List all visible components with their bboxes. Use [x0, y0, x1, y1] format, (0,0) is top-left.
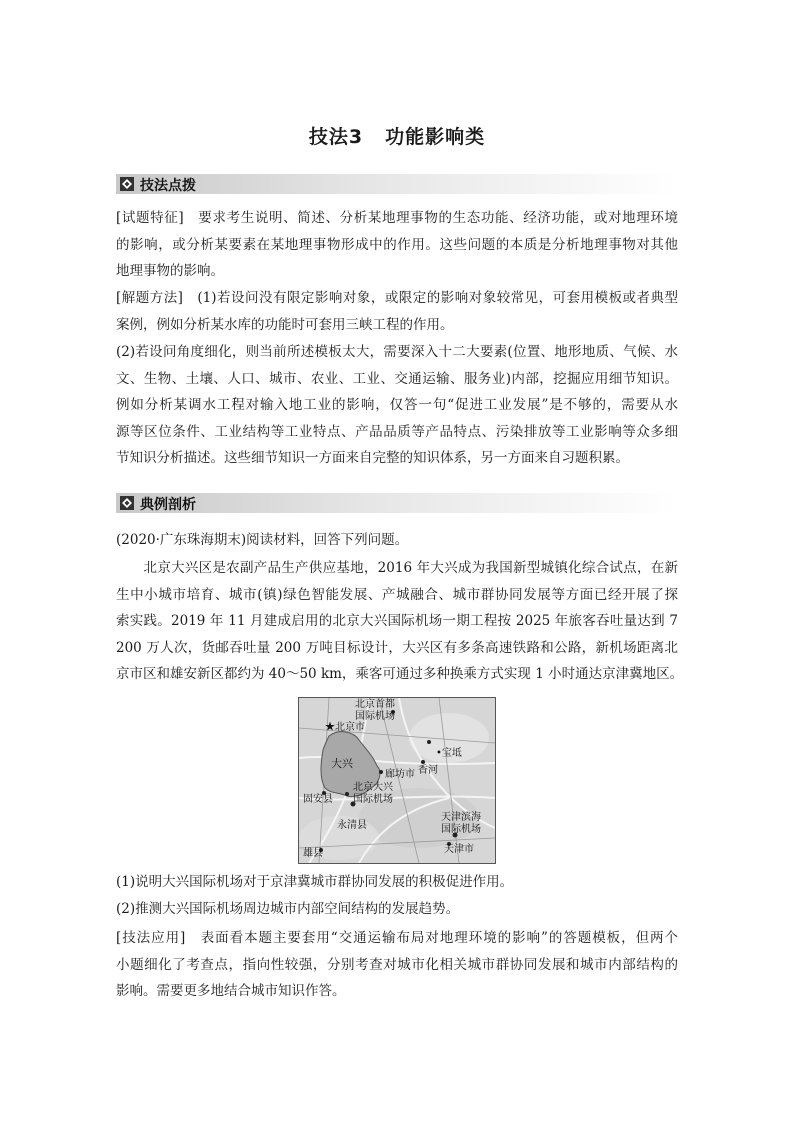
text-line: [解题方法] (1)若设问没有限定影响对象，或限定的影响对象较常见，可套用模板或者典型: [116, 290, 678, 306]
text-line: [技法应用] 表面看本题主要套用“交通运输布局对地理环境的影响”的答题模板，但两个: [116, 930, 678, 946]
example-source: [116, 527, 678, 554]
section-title-example: 典例剖析: [140, 497, 196, 513]
text-line: 节知识分析描述。这些细节知识一方面来自完整的知识体系，另一方面来自习题积累。: [116, 450, 629, 466]
question-item: (2)推测大兴国际机场周边城市内部空间结构的发展趋势。: [116, 900, 460, 917]
map-label-tianjin: 天津市: [444, 844, 474, 855]
map-label-xiongxian: 雄县: [303, 848, 323, 859]
map-label-beijing: ★北京市: [325, 722, 365, 733]
map-label-daxing: 大兴: [331, 757, 353, 770]
text-line: 文、生物、土壤、人口、城市、农业、工业、交通运输、服务业)内部，挖掘应用细节知识。: [116, 370, 678, 387]
text-line: 京市区和雄安新区都约为 40～50 km，乘客可通过多种换乘方式实现 1 小时通达京津冀地区。: [116, 666, 684, 682]
text-line: 北京大兴区是农副产品生产供应基地，2016 年大兴成为我国新型城镇化综合试点，在新: [116, 560, 678, 576]
tips-method-paragraph: [116, 285, 678, 338]
text-line: 生中小城市培育、城市(镇)绿色智能发展、产城融合、城市群协同发展等方面已经开展了探: [116, 586, 678, 603]
text-line: 影响。需要更多地结合城市知识作答。: [116, 983, 346, 999]
text-line: (2020·广东珠海期末)阅读材料，回答下列问题。: [116, 532, 409, 548]
title-number: 技法3: [308, 126, 364, 148]
text-line: 的影响，或分析某要素在某地理事物形成中的作用。这些问题的本质是分析地理事物对其他: [116, 236, 678, 253]
diamond-icon: [120, 496, 134, 510]
map-label-daxing-airport: 北京大兴 国际机场: [353, 782, 393, 805]
application-paragraph: [116, 925, 678, 1005]
page-title: [0, 122, 794, 149]
text-line: (2)若设问角度细化，则当前所述模板太大，需要深入十二大要素(位置、地形地质、气候、水: [116, 344, 678, 360]
questions: [116, 869, 678, 922]
example-material-paragraph: [116, 555, 684, 688]
text-line: [试题特征] 要求考生说明、简述、分析某地理事物的生态功能、经济功能，或对地理环境: [116, 210, 678, 226]
location-map: [298, 697, 496, 864]
map-label-guan: 固安县: [303, 794, 333, 805]
map-label-yongqing: 永清县: [337, 820, 367, 831]
map-label-capital-airport: 北京首都 国际机场: [355, 699, 395, 722]
map-label-tianjin-airport: 天津滨海 国际机场: [441, 812, 481, 835]
map-label-baodi: •宝坻: [436, 748, 462, 759]
text-line: 例如分析某调水工程对输入地工业的影响，仅答一句“促进工业发展”是不够的，需要从水: [116, 397, 678, 413]
text-line: 源等区位条件、工业结构等工业特点、产品品质等产品特点、污染排放等工业影响等众多细: [116, 423, 678, 440]
text-line: 案例，例如分析某水库的功能时可套用三峡工程的作用。: [116, 316, 454, 333]
map-label-xianghe: 香河: [418, 765, 438, 776]
text-line: 地理事物的影响。: [116, 263, 224, 279]
section-title-tips: 技法点拨: [140, 178, 196, 194]
tips-feature-paragraph: [116, 205, 678, 285]
question-item: (1)说明大兴国际机场对于京津冀城市群协同发展的积极促进作用。: [116, 874, 514, 890]
text-line: 小题细化了考查点，指向性较强，分别考查对城市化相关城市群协同发展和城市内部结构的: [116, 956, 678, 973]
tips-detail-paragraph: [116, 339, 678, 472]
text-line: 200 万人次，货邮吞吐量 200 万吨目标设计，大兴区有多条高速铁路和公路，新机场距离北: [116, 639, 678, 656]
title-text: 功能影响类: [385, 126, 486, 148]
section-header-tips: [116, 174, 678, 194]
section-header-example: [116, 493, 678, 513]
diamond-icon: [120, 177, 134, 191]
map-label-langfang: 廊坊市: [385, 769, 415, 780]
text-line: 索实践。2019 年 11 月建成启用的北京大兴国际机场一期工程按 2025 年旅客吞吐量达到 7: [116, 613, 678, 629]
